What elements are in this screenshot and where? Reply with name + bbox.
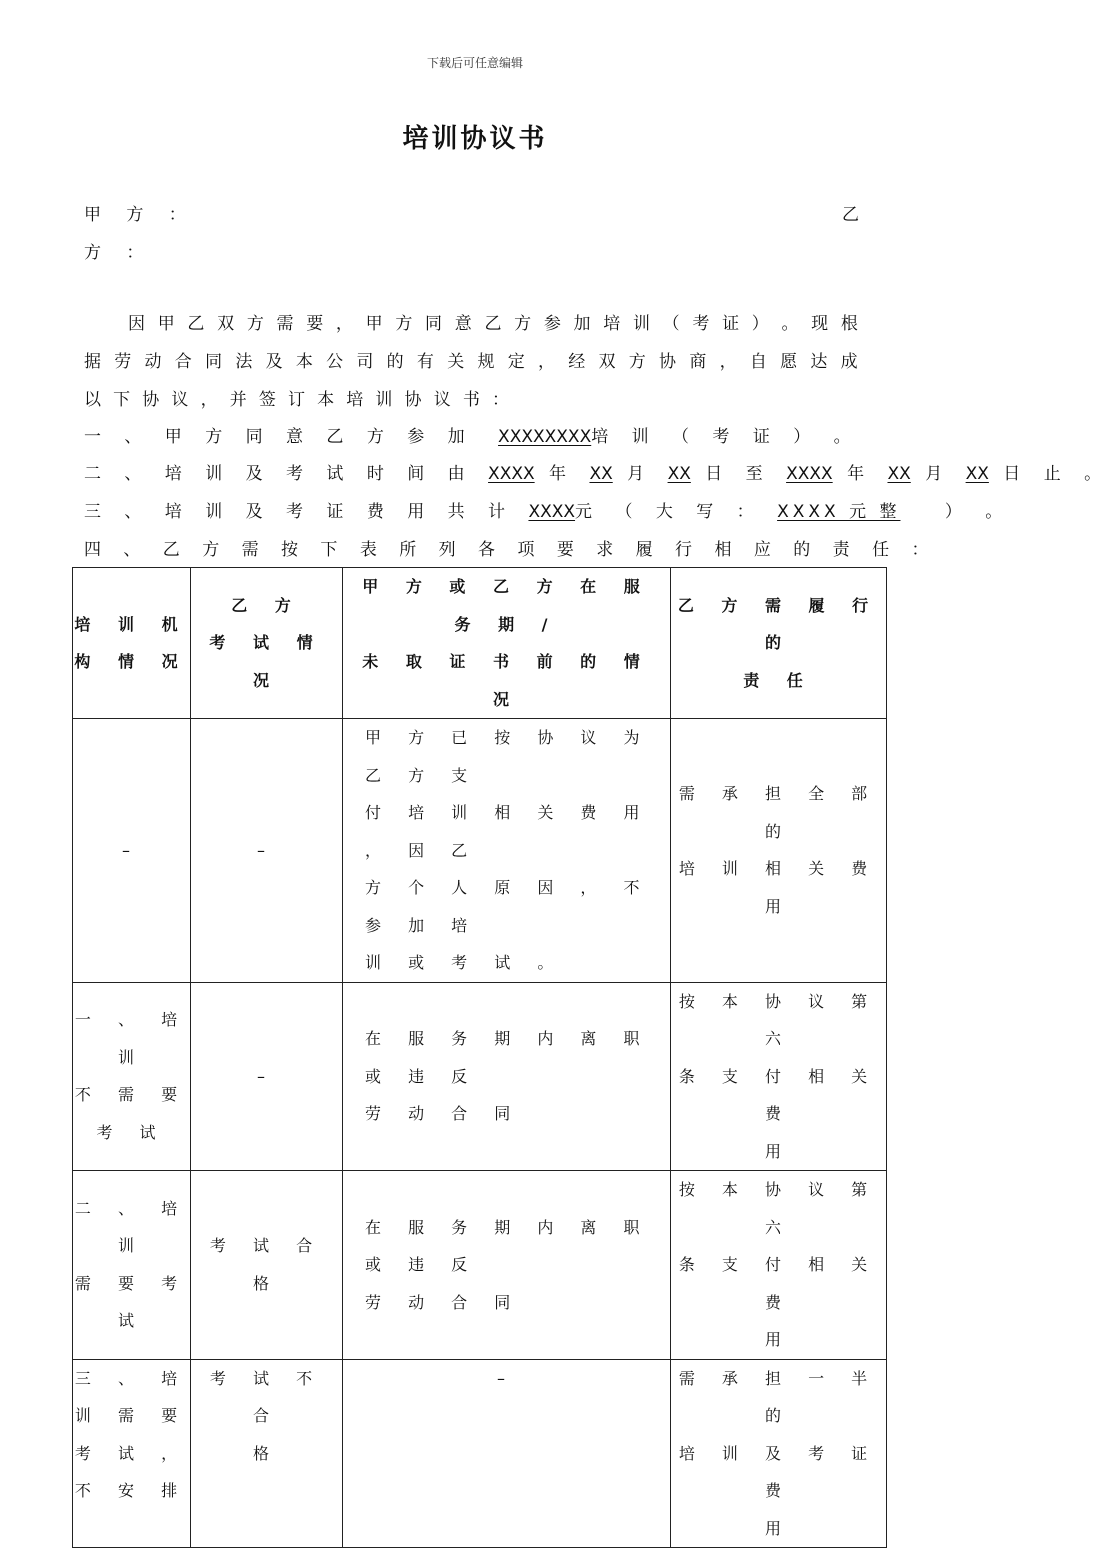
- fee-capital-label: 元 （ 大 写 ：: [575, 502, 763, 522]
- text-char: 定: [507, 352, 525, 372]
- cell-line: 甲 方 已 按 协 议 为 乙 方 支: [365, 728, 651, 785]
- fee-words-field: XXXX 元 整: [777, 502, 901, 522]
- text-char: 因: [128, 314, 145, 334]
- text-char: 同: [425, 314, 443, 334]
- header-exam-status: [191, 568, 343, 719]
- text-char: 议: [433, 390, 451, 410]
- cell-line: 需 要 考: [74, 1273, 189, 1293]
- text-char: 及: [265, 352, 283, 372]
- text-char: 甲: [365, 314, 383, 334]
- text-char: 订: [287, 390, 305, 410]
- document-title: 培训协议书: [402, 124, 548, 154]
- cell-line: 考 试: [96, 1122, 167, 1142]
- cell-line: 劳 动 合 同: [365, 1104, 522, 1123]
- text-char: 需: [276, 314, 294, 334]
- clause-2-text: 二 、 培 训 及 考 试 时 间 由: [84, 464, 474, 484]
- month-label: 月: [925, 464, 952, 484]
- text-char: 培: [346, 390, 364, 410]
- text-char: 参: [543, 314, 561, 334]
- intro-line-2: [84, 347, 858, 377]
- text-char: ，: [719, 352, 737, 372]
- training-name-field: XXXXXXXX: [498, 427, 592, 447]
- cell-situation: [343, 1359, 671, 1548]
- cell-institution: [73, 1359, 191, 1548]
- cell-line: 考 试 不 合: [209, 1368, 324, 1425]
- text-char: 协: [404, 390, 422, 410]
- text-char: 下: [113, 390, 131, 410]
- cell-line: 方 个 人 原 因 ， 不 参 加 培: [365, 878, 651, 935]
- header-responsibility: [671, 568, 887, 719]
- cell-line: 格: [252, 1443, 280, 1463]
- cell-responsibility: [671, 719, 887, 983]
- responsibility-table: [72, 567, 887, 1548]
- text-char: 成: [840, 352, 858, 372]
- text-char: 。: [781, 314, 799, 334]
- text-char: 乙: [187, 314, 205, 334]
- clause-3: [84, 497, 1012, 527]
- intro-line-3: [84, 385, 509, 415]
- text-char: 愿: [780, 352, 798, 372]
- cell-line: 考 试 ，: [74, 1443, 189, 1463]
- cell-line: 培 训 及 考 证 费: [678, 1443, 879, 1500]
- cell-line: 劳 动 合 同: [365, 1292, 522, 1312]
- year-label: 年: [847, 464, 874, 484]
- text-char: 双: [598, 352, 616, 372]
- cell-line: 用: [764, 1141, 792, 1161]
- text-char: 自: [749, 352, 767, 372]
- cell-line: 甲 方 或 乙 方 在 服 务 期 /: [362, 577, 651, 634]
- text-char: 以: [84, 390, 101, 410]
- clause-1-text-end: 培 训 （ 考 证 ） 。: [591, 427, 860, 447]
- cell-institution: [73, 982, 191, 1171]
- text-char: 商: [689, 352, 707, 372]
- cell-line: 试: [117, 1311, 145, 1331]
- text-char: 协: [659, 352, 677, 372]
- cell-line: –: [257, 840, 276, 860]
- clause-3-text: 三 、 培 训 及 考 证 费 用 共 计: [84, 502, 515, 522]
- start-year-field: XXXX: [488, 464, 535, 484]
- text-char: 规: [477, 352, 495, 372]
- text-char: 签: [258, 390, 276, 410]
- text-char: 考: [692, 314, 710, 334]
- text-char: ，: [335, 314, 353, 334]
- text-char: 甲: [157, 314, 175, 334]
- cell-line: 在 服 务 期 内 离 职 或 违 反: [365, 1217, 651, 1274]
- cell-line: 用: [764, 1518, 792, 1538]
- cell-line: 二 、 培: [74, 1198, 189, 1218]
- cell-line: 训: [117, 1047, 145, 1067]
- party-a-label: 甲 方 ：: [84, 205, 196, 225]
- text-char: 经: [568, 352, 586, 372]
- text-char: ）: [751, 314, 769, 334]
- text-char: 训: [632, 314, 650, 334]
- text-char: 训: [375, 390, 393, 410]
- cell-line: 责 任: [743, 670, 814, 690]
- party-b-label-end: 方 ：: [84, 243, 154, 263]
- cell-situation: [343, 719, 671, 983]
- text-char: 培: [603, 314, 621, 334]
- cell-line: 考 试 情 况: [209, 633, 324, 690]
- cell-line: 构 情 况: [74, 652, 189, 671]
- text-char: 有: [416, 352, 434, 372]
- text-char: 本: [317, 390, 335, 410]
- text-char: 方: [628, 352, 646, 372]
- day-to-label: 日 至: [705, 464, 772, 484]
- cell-situation: [343, 1171, 671, 1360]
- intro-line-1: [128, 309, 858, 339]
- clause-3-text-end: ） 。: [944, 502, 1012, 522]
- text-char: 根: [840, 314, 858, 334]
- cell-line: 在 服 务 期 内 离 职 或 违 反: [365, 1029, 651, 1086]
- text-char: 据: [84, 352, 101, 372]
- cell-line: 未 取 证 书 前 的 情 况: [362, 652, 651, 709]
- fee-amount-field: XXXX: [528, 502, 576, 522]
- text-char: 议: [171, 390, 189, 410]
- cell-line: –: [257, 1066, 276, 1086]
- text-char: 达: [810, 352, 828, 372]
- end-year-field: XXXX: [786, 464, 833, 484]
- year-label: 年: [549, 464, 576, 484]
- cell-line: 按 本 协 议 第 六: [678, 1180, 879, 1237]
- cell-responsibility: [671, 982, 887, 1171]
- text-char: ，: [537, 352, 555, 372]
- clause-1: [84, 422, 858, 452]
- cell-line: 付 培 训 相 关 费 用 ， 因 乙: [365, 803, 651, 860]
- text-char: 公: [326, 352, 344, 372]
- party-b-label-start: 乙: [842, 205, 859, 225]
- text-char: 协: [142, 390, 160, 410]
- cell-exam-status: [191, 1359, 343, 1548]
- text-char: 同: [205, 352, 223, 372]
- text-char: 法: [235, 352, 253, 372]
- page-header-note: 下载后可任意编辑: [426, 56, 523, 70]
- cell-line: 条 支 付 相 关 费: [678, 1255, 879, 1312]
- cell-line: 条 支 付 相 关 费: [678, 1066, 879, 1123]
- day-end-label: 日 止 。: [1003, 464, 1110, 484]
- table-row: [73, 1359, 887, 1548]
- text-char: 加: [573, 314, 591, 334]
- table-header-row: [73, 568, 887, 719]
- start-month-field: XX: [589, 464, 613, 484]
- text-char: 劳: [114, 352, 132, 372]
- text-char: 合: [174, 352, 192, 372]
- text-char: 证: [722, 314, 740, 334]
- cell-line: –: [122, 840, 141, 860]
- end-day-field: XX: [965, 464, 989, 484]
- cell-line: 考 试 合 格: [209, 1236, 324, 1293]
- end-month-field: XX: [887, 464, 911, 484]
- cell-responsibility: [671, 1171, 887, 1360]
- cell-line: 需 承 担 全 部 的: [678, 784, 879, 841]
- text-char: 书: [462, 390, 480, 410]
- text-char: 并: [229, 390, 247, 410]
- text-char: 要: [306, 314, 324, 334]
- cell-exam-status: [191, 719, 343, 983]
- month-label: 月: [627, 464, 654, 484]
- cell-line: 用: [764, 1330, 792, 1349]
- cell-line: 乙 方: [231, 595, 302, 615]
- header-institution: [73, 568, 191, 719]
- cell-line: 一 、 培: [74, 1010, 189, 1030]
- table-row: [73, 982, 887, 1171]
- cell-line: 不 需 要: [74, 1085, 189, 1105]
- text-char: 方: [246, 314, 264, 334]
- cell-line: 三 、 培: [74, 1368, 189, 1388]
- text-char: 方: [395, 314, 413, 334]
- cell-line: 培 训 相 关 费 用: [678, 859, 879, 916]
- cell-line: –: [497, 1368, 516, 1388]
- cell-line: 需 承 担 一 半 的: [678, 1368, 879, 1425]
- cell-exam-status: [191, 982, 343, 1171]
- text-char: 司: [356, 352, 374, 372]
- cell-line: 按 本 协 议 第 六: [678, 991, 879, 1048]
- text-char: 本: [295, 352, 313, 372]
- text-char: （: [662, 314, 680, 334]
- cell-institution: [73, 719, 191, 983]
- text-char: 方: [514, 314, 532, 334]
- table-row: [73, 1171, 887, 1360]
- text-char: ，: [200, 390, 218, 410]
- clause-4: 四 、 乙 方 需 按 下 表 所 列 各 项 要 求 履 行 相 应 的 责 任 ：: [84, 540, 937, 560]
- text-char: 关: [447, 352, 465, 372]
- start-day-field: XX: [667, 464, 691, 484]
- text-char: ：: [491, 390, 509, 410]
- clause-1-text: 一 、 甲 方 同 意 乙 方 参 加: [84, 427, 474, 447]
- cell-line: 培 训 机: [74, 614, 189, 634]
- cell-line: 训 需 要: [74, 1406, 189, 1425]
- cell-exam-status: [191, 1171, 343, 1360]
- cell-line: 训 或 考 试 。: [365, 953, 565, 972]
- table-row: [73, 719, 887, 983]
- text-char: 的: [386, 352, 404, 372]
- text-char: 动: [144, 352, 162, 372]
- cell-line: 不 安 排: [74, 1481, 189, 1500]
- text-char: 意: [454, 314, 472, 334]
- text-char: 双: [217, 314, 235, 334]
- cell-situation: [343, 982, 671, 1171]
- cell-responsibility: [671, 1359, 887, 1548]
- clause-2: [84, 459, 1110, 489]
- text-char: 现: [811, 314, 829, 334]
- cell-line: 训: [117, 1236, 145, 1256]
- cell-line: 乙 方 需 履 行 的: [677, 595, 880, 653]
- cell-institution: [73, 1171, 191, 1360]
- header-service-situation: [343, 568, 671, 719]
- text-char: 乙: [484, 314, 502, 334]
